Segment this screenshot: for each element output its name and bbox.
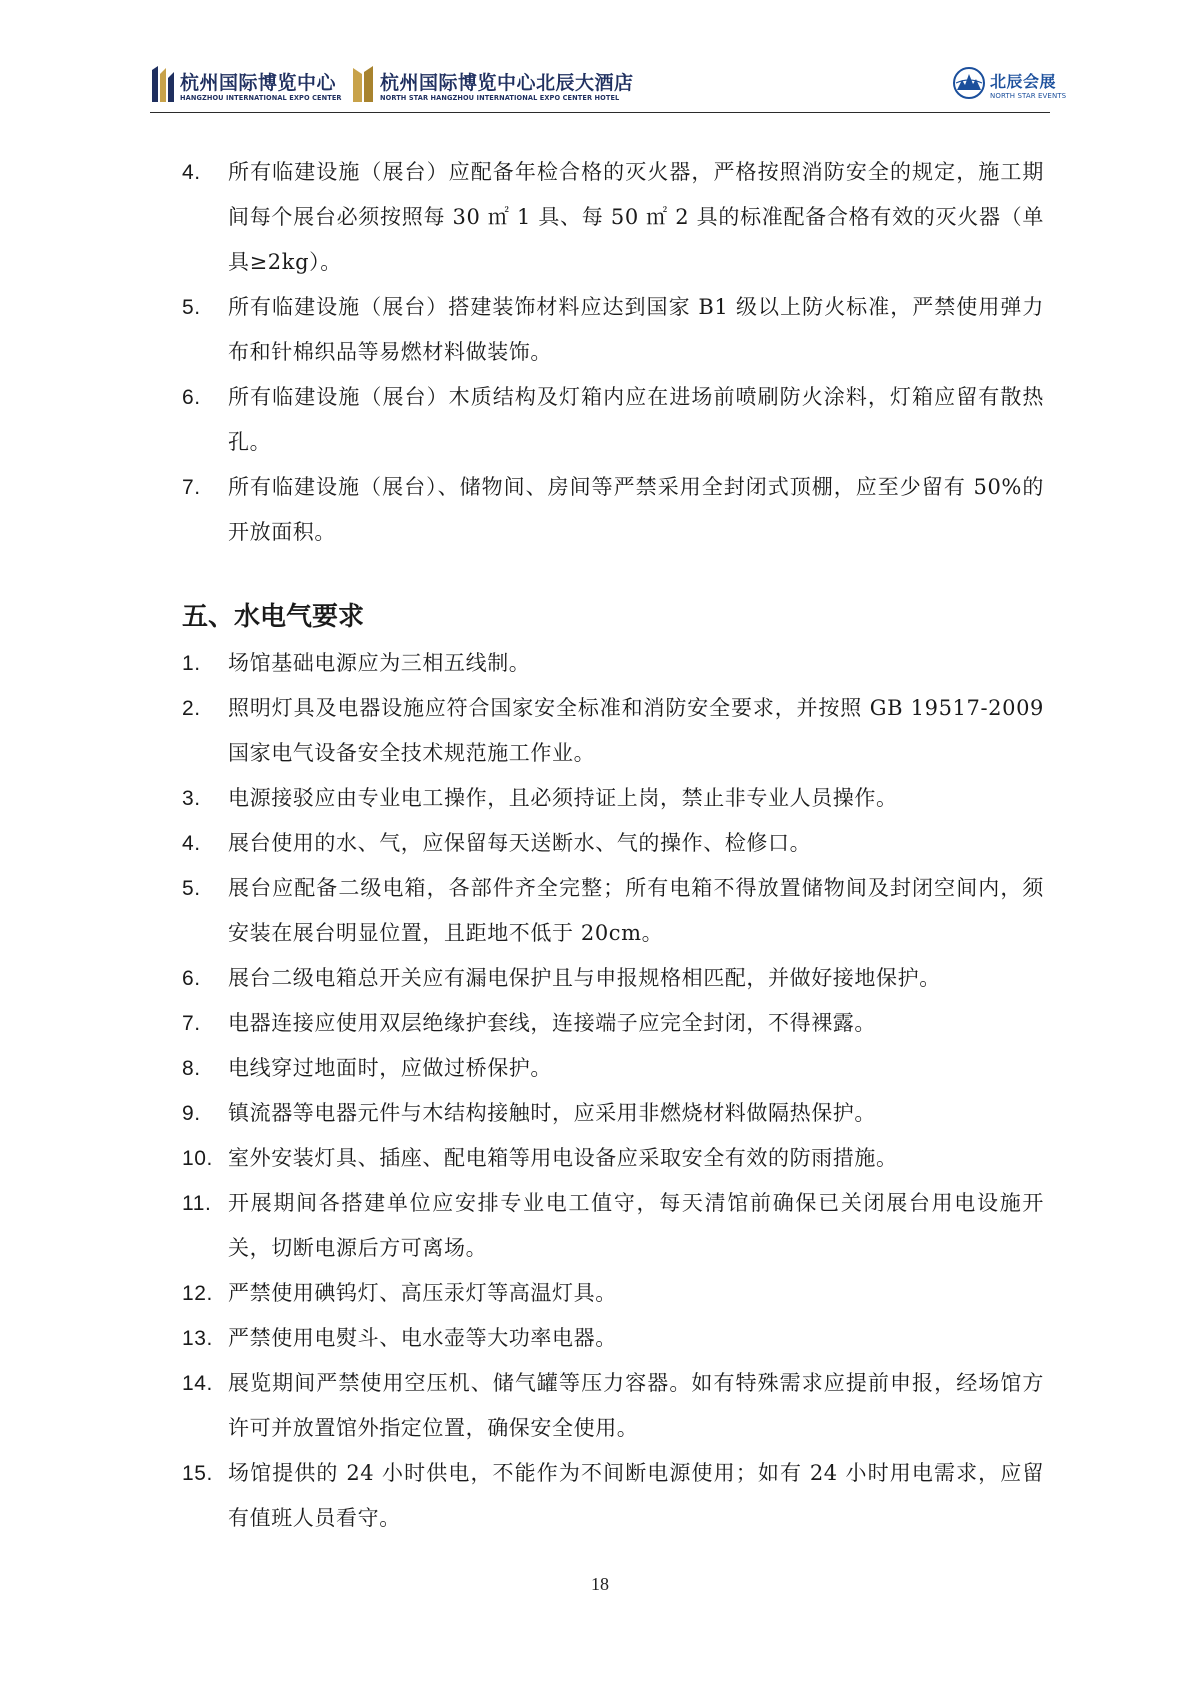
list-item: [182, 641, 1044, 686]
north-star-globe-icon: [952, 66, 986, 100]
expo-hotel-logo-icon: [350, 64, 376, 104]
list-item-number: 2.: [182, 697, 201, 720]
expo-center-name-cn: 杭州国际博览中心: [180, 72, 337, 94]
list-item-number: 9.: [182, 1102, 201, 1125]
list-item-text: 展台使用的水、气，应保留每天送断水、气的操作、检修口。: [228, 831, 812, 855]
list-item: [182, 1361, 1044, 1451]
section-heading: 五、水电气要求: [182, 602, 365, 632]
list-item-text: 照明灯具及电器设施应符合国家安全标准和消防安全要求，并按照 GB 19517-2009 国家电气设备安全技术规范施工作业。: [228, 696, 1044, 765]
list-item-number: 5.: [182, 296, 201, 319]
list-item-text: 场馆提供的 24 小时供电，不能作为不间断电源使用；如有 24 小时用电需求，应留有值班人员看守。: [228, 1461, 1044, 1530]
list-item-text: 展览期间严禁使用空压机、储气罐等压力容器。如有特殊需求应提前申报，经场馆方许可并放置馆外指定位置，确保安全使用。: [228, 1371, 1044, 1440]
list-item: [182, 1316, 1044, 1361]
list-item-number: 4.: [182, 161, 201, 184]
list-item-number: 3.: [182, 787, 201, 810]
header-divider: [150, 112, 1050, 113]
list-item: [182, 1271, 1044, 1316]
list-item-text: 展台二级电箱总开关应有漏电保护且与申报规格相匹配，并做好接地保护。: [228, 966, 941, 990]
list-item: [182, 776, 1044, 821]
list-item-number: 12.: [182, 1282, 213, 1305]
page-number: 18: [591, 1574, 609, 1594]
list-item-text: 展台应配备二级电箱，各部件齐全完整；所有电箱不得放置储物间及封闭空间内，须安装在展台明显位置，且距地不低于 20cm。: [228, 876, 1044, 945]
fire-safety-list-continued: [182, 150, 1044, 555]
list-item: [182, 1136, 1044, 1181]
list-item-text: 电源接驳应由专业电工操作，且必须持证上岗，禁止非专业人员操作。: [228, 786, 898, 810]
list-item: [182, 375, 1044, 465]
expo-hotel-name-cn: 杭州国际博览中心北辰大酒店: [380, 72, 634, 94]
list-item: [182, 1181, 1044, 1271]
expo-hotel-logo: [350, 62, 650, 108]
list-item-number: 7.: [182, 1012, 201, 1035]
list-item-number: 4.: [182, 832, 201, 855]
list-item-text: 所有临建设施（展台）应配备年检合格的灭火器，严格按照消防安全的规定，施工期间每个展台必须按照每 30 ㎡ 1 具、每 50 ㎡ 2 具的标准配备合格有效的灭火器（单具≥2kg）。: [228, 160, 1044, 274]
list-item: [182, 285, 1044, 375]
list-item-text: 所有临建设施（展台）、储物间、房间等严禁采用全封闭式顶棚，应至少留有 50%的开放面积。: [228, 475, 1044, 544]
list-item-text: 室外安装灯具、插座、配电箱等用电设备应采取安全有效的防雨措施。: [228, 1146, 898, 1170]
list-item-text: 严禁使用电熨斗、电水壶等大功率电器。: [228, 1326, 617, 1350]
list-item-text: 场馆基础电源应为三相五线制。: [228, 651, 531, 675]
list-item: [182, 465, 1044, 555]
list-item: [182, 1001, 1044, 1046]
north-star-events-name-cn: 北辰会展: [990, 72, 1057, 91]
list-item-number: 10.: [182, 1147, 213, 1170]
list-item-number: 7.: [182, 476, 201, 499]
list-item: [182, 866, 1044, 956]
list-item: [182, 150, 1044, 285]
list-item-number: 5.: [182, 877, 201, 900]
list-item-number: 8.: [182, 1057, 201, 1080]
list-item: [182, 956, 1044, 1001]
expo-hotel-name-en: NORTH STAR HANGZHOU INTERNATIONAL EXPO CENTER HOTEL: [380, 94, 620, 102]
list-item-text: 严禁使用碘钨灯、高压汞灯等高温灯具。: [228, 1281, 617, 1305]
list-item-number: 6.: [182, 967, 201, 990]
list-item-text: 所有临建设施（展台）搭建装饰材料应达到国家 B1 级以上防火标准，严禁使用弹力布和针棉织品等易燃材料做装饰。: [228, 295, 1044, 364]
north-star-events-logo: [952, 62, 1067, 108]
list-item: [182, 1046, 1044, 1091]
list-item-text: 开展期间各搭建单位应安排专业电工值守，每天清馆前确保已关闭展台用电设施开关，切断电源后方可离场。: [228, 1191, 1044, 1260]
list-item-text: 电器连接应使用双层绝缘护套线，连接端子应完全封闭，不得裸露。: [228, 1011, 876, 1035]
expo-center-logo-icon: [150, 64, 176, 104]
list-item-number: 13.: [182, 1327, 213, 1350]
list-item-number: 11.: [182, 1192, 212, 1215]
list-item-text: 镇流器等电器元件与木结构接触时，应采用非燃烧材料做隔热保护。: [228, 1101, 876, 1125]
list-item-number: 6.: [182, 386, 201, 409]
expo-center-logo: [150, 62, 345, 108]
page-header: [150, 62, 1067, 108]
list-item: [182, 821, 1044, 866]
list-item-number: 15.: [182, 1462, 213, 1485]
north-star-events-name-en: NORTH STAR EVENTS: [990, 92, 1067, 100]
utilities-requirements-list: [182, 641, 1044, 1541]
list-item: [182, 1451, 1044, 1541]
list-item: [182, 686, 1044, 776]
list-item-number: 1.: [182, 652, 201, 675]
document-body: [182, 150, 1044, 1541]
list-item: [182, 1091, 1044, 1136]
list-item-text: 电线穿过地面时，应做过桥保护。: [228, 1056, 552, 1080]
list-item-text: 所有临建设施（展台）木质结构及灯箱内应在进场前喷刷防火涂料，灯箱应留有散热孔。: [228, 385, 1044, 454]
list-item-number: 14.: [182, 1372, 213, 1395]
expo-center-name-en: HANGZHOU INTERNATIONAL EXPO CENTER: [180, 94, 342, 102]
